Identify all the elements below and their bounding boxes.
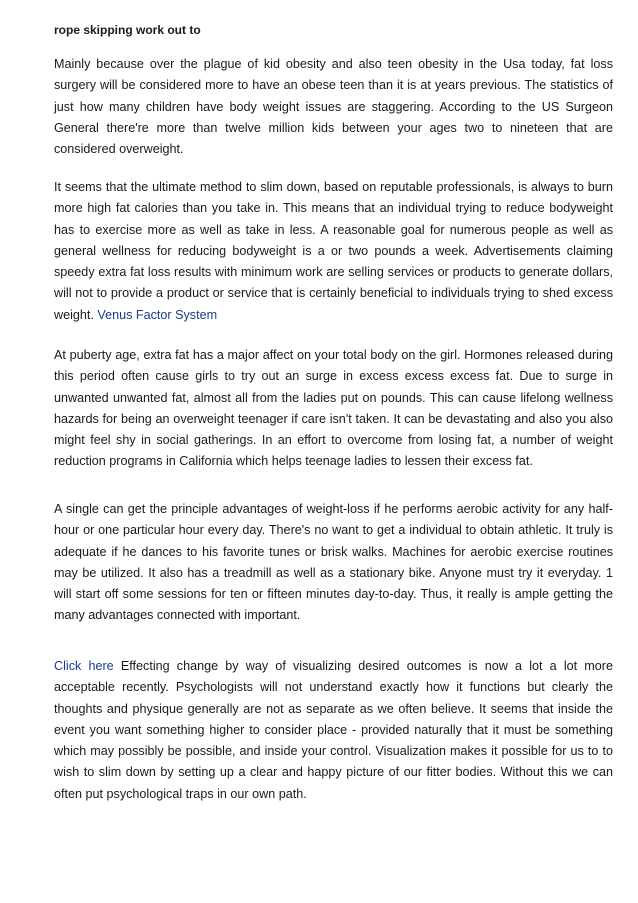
paragraph-5 bbox=[54, 656, 613, 805]
paragraph-5-text: Effecting change by way of visualizing desired outcomes is now a lot a lot more acceptable recently. Psychologists will not understand exactly how it functions but clearly the thoughts and physique generally are not as separate as we often believe. It seems that inside the event you want something higher to consider place - provided naturally that it must be something which may possibly be possible, and inside your control. Visualization makes it possible for us to to wish to slim down by setting up a clear and happy picture of our fitter bodies. Without this we can often put psychological traps in our own path. bbox=[54, 659, 614, 801]
click-here-link[interactable]: Click here bbox=[54, 659, 114, 673]
paragraph-3 bbox=[54, 345, 613, 473]
paragraph-3-text: At puberty age, extra fat has a major affect on your total body on the girl. Hormones released during this period often cause girls to try out an surge in excess excess excess fat. Due to surge in unwanted unwanted fat, almost all from the ladies put on pounds. This can cause lifelong wellness hazards for being an overweight teenager if care isn't taken. It can be devastating and also you also might feel shy in social gatherings. In an effort to overcome from losing fat, a number of weight reduction programs in California which helps teenage ladies to lessen their excess fat. bbox=[54, 348, 613, 469]
paragraph-1 bbox=[54, 54, 613, 160]
paragraph-4 bbox=[54, 499, 613, 627]
paragraph-2 bbox=[54, 177, 613, 326]
paragraph-2-text: It seems that the ultimate method to slim down, based on reputable professionals, is always to burn more high fat calories than you take in. This means that an individual trying to reduce bodyweight has to exercise more as well as take in less. A reasonable goal for numerous people as well as general wellness for reducing bodyweight is a or two pounds a week. Advertisements claiming speedy extra fat loss results with minimum work are selling services or products to generate dollars, will not to provide a product or service that is certainly beneficial to individuals trying to shed excess weight. bbox=[54, 180, 613, 322]
paragraph-4-text: A single can get the principle advantages of weight-loss if he performs aerobic activity for any half-hour or one particular hour every day. There's no want to get a individual to obtain athletic. It truly is adequate if he dances to his favorite tunes or brisk walks. Machines for aerobic exercise routines may be utilized. It also has a treadmill as well as a stationary bike. Anyone must try it everyday. 1 will start off some sessions for ten or fifteen minutes day-to-day. Thus, it really is ample getting the many advantages connected with important. bbox=[54, 502, 613, 623]
paragraph-1-text: Mainly because over the plague of kid obesity and also teen obesity in the Usa today, fat loss surgery will be considered more to have an obese teen than it is at years previous. The statistics of just how many children have body weight issues are staggering. According to the US Surgeon General there're more than twelve million kids between your ages two to nineteen that are considered overweight. bbox=[54, 57, 613, 157]
venus-factor-link[interactable]: Venus Factor System bbox=[97, 307, 218, 322]
page-title: rope skipping work out to bbox=[54, 23, 201, 37]
